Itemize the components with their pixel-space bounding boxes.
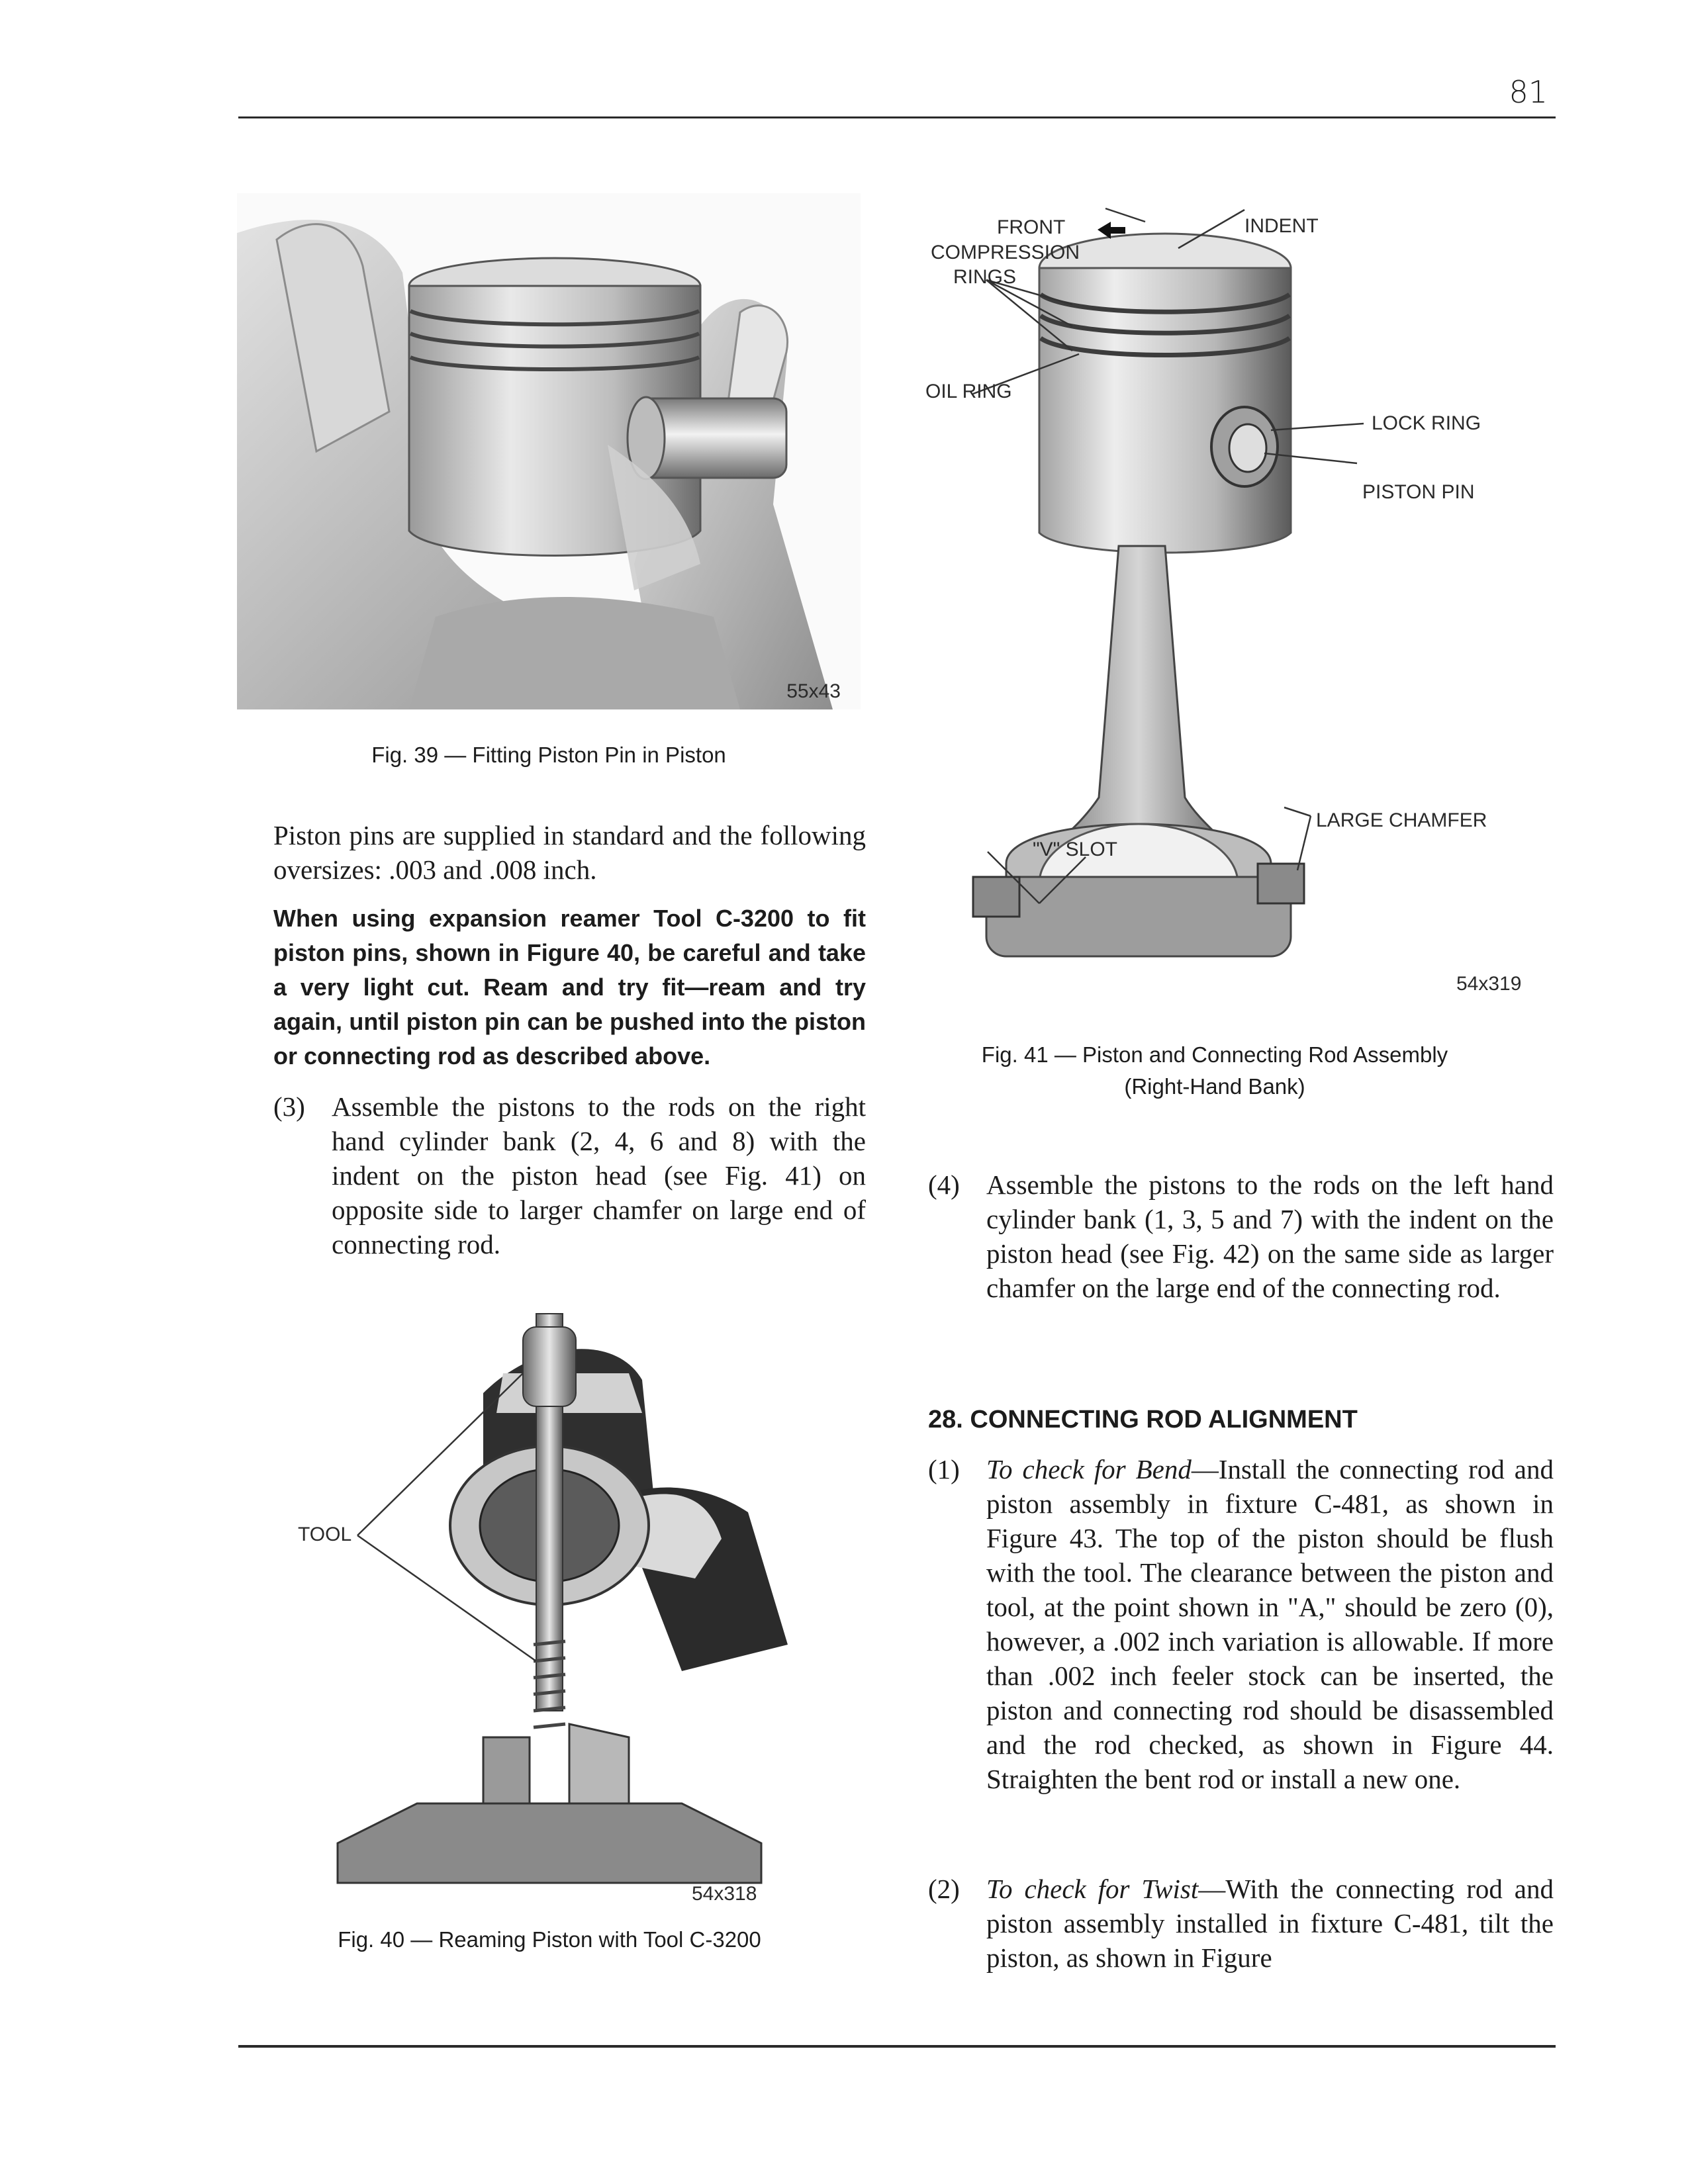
fig39-photo-code: 55x43 bbox=[786, 680, 841, 702]
fig41-label-indent: INDENT bbox=[1244, 215, 1319, 237]
alignment-item-2-body bbox=[986, 1872, 1554, 1975]
fig41-label-oil-ring: OIL RING bbox=[925, 381, 1012, 402]
fig41-label-v-slot: "V" SLOT bbox=[1033, 839, 1117, 860]
alignment-item-2-lead: To check for Twist bbox=[986, 1874, 1199, 1904]
fig41-caption-line2: (Right-Hand Bank) bbox=[1124, 1074, 1305, 1099]
fig41-caption-line1: Fig. 41 — Piston and Connecting Rod Assembly bbox=[981, 1042, 1448, 1067]
fig41-label-compression: COMPRESSION bbox=[931, 242, 1080, 263]
alignment-item-2 bbox=[928, 1872, 1554, 1984]
footer-rule bbox=[238, 2045, 1556, 2048]
fig41-label-lock-ring: LOCK RING bbox=[1372, 412, 1481, 434]
step-4 bbox=[928, 1167, 1554, 1346]
fig40-photo bbox=[285, 1300, 794, 1916]
step-3-number: (3) bbox=[273, 1091, 305, 1122]
fig41-photo bbox=[874, 202, 1556, 1009]
step-4-number: (4) bbox=[928, 1169, 960, 1200]
reamer-warning: When using expansion reamer Tool C-3200 to fit piston pins, shown in Figure 40, be careful and take a very light cut. Ream and try fit—ream and try again, until piston pin can be pushed into the piston or connecting rod as described above. bbox=[273, 905, 866, 1069]
alignment-item-2-number: (2) bbox=[928, 1874, 960, 1904]
alignment-item-1-lead: To check for Bend bbox=[986, 1454, 1192, 1484]
fig41-label-piston-pin: PISTON PIN bbox=[1362, 481, 1475, 503]
fig41-label-large-chamfer: LARGE CHAMFER bbox=[1316, 809, 1487, 831]
fig40-photo-code: 54x318 bbox=[692, 1883, 757, 1905]
page-number: 81 bbox=[1509, 74, 1548, 110]
fig40-label-tool: TOOL bbox=[298, 1524, 352, 1545]
oversize-paragraph: Piston pins are supplied in standard and the following oversizes: .003 and .008 inch. bbox=[273, 820, 866, 885]
alignment-item-1 bbox=[928, 1452, 1554, 1862]
section-heading: 28. CONNECTING ROD ALIGNMENT bbox=[928, 1406, 1358, 1433]
fig41-caption bbox=[874, 1039, 1556, 1103]
alignment-item-1-number: (1) bbox=[928, 1454, 960, 1484]
alignment-item-1-body bbox=[986, 1452, 1554, 1796]
fig41-label-rings: RINGS bbox=[953, 266, 1017, 288]
fig40-caption: Fig. 40 — Reaming Piston with Tool C-3200 bbox=[338, 1927, 761, 1952]
fig41-label-front: FRONT bbox=[997, 216, 1066, 238]
alignment-item-1-text: —Install the connecting rod and piston assembly in fixture C-481, as shown in Figure 43. The top of the piston should be flush with the tool. The clearance between the piston and tool, at the point shown in "A," should be zero (0), however, a .002 inch variation is allowable. If more than .002 inch feeler stock can be inserted, the piston and connecting rod should be disassembled and the rod checked, as shown in Figure 44. Straighten the bent rod or install a new one. bbox=[986, 1454, 1554, 1794]
alignment-item-2-text: —With the connecting rod and piston assembly installed in fixture C-481, tilt the piston, as shown in Figure bbox=[986, 1874, 1554, 1973]
step-4-text: Assemble the pistons to the rods on the left hand cylinder bank (1, 3, 5 and 7) with the indent on the piston head (see Fig. 42) on the same side as larger chamfer on the large end of the connecting rod. bbox=[986, 1169, 1554, 1303]
fig41-photo-code: 54x319 bbox=[1456, 973, 1522, 995]
fig39-caption: Fig. 39 — Fitting Piston Pin in Piston bbox=[371, 743, 726, 767]
step-3-text: Assemble the pistons to the rods on the right hand cylinder bank (2, 4, 6 and 8) with the indent on the piston head (see Fig. 41) on opposite side to larger chamfer on large end of connecting rod. bbox=[332, 1091, 866, 1259]
step-3 bbox=[273, 1089, 866, 1268]
fig39-photo bbox=[237, 193, 861, 709]
header-rule bbox=[238, 116, 1556, 118]
